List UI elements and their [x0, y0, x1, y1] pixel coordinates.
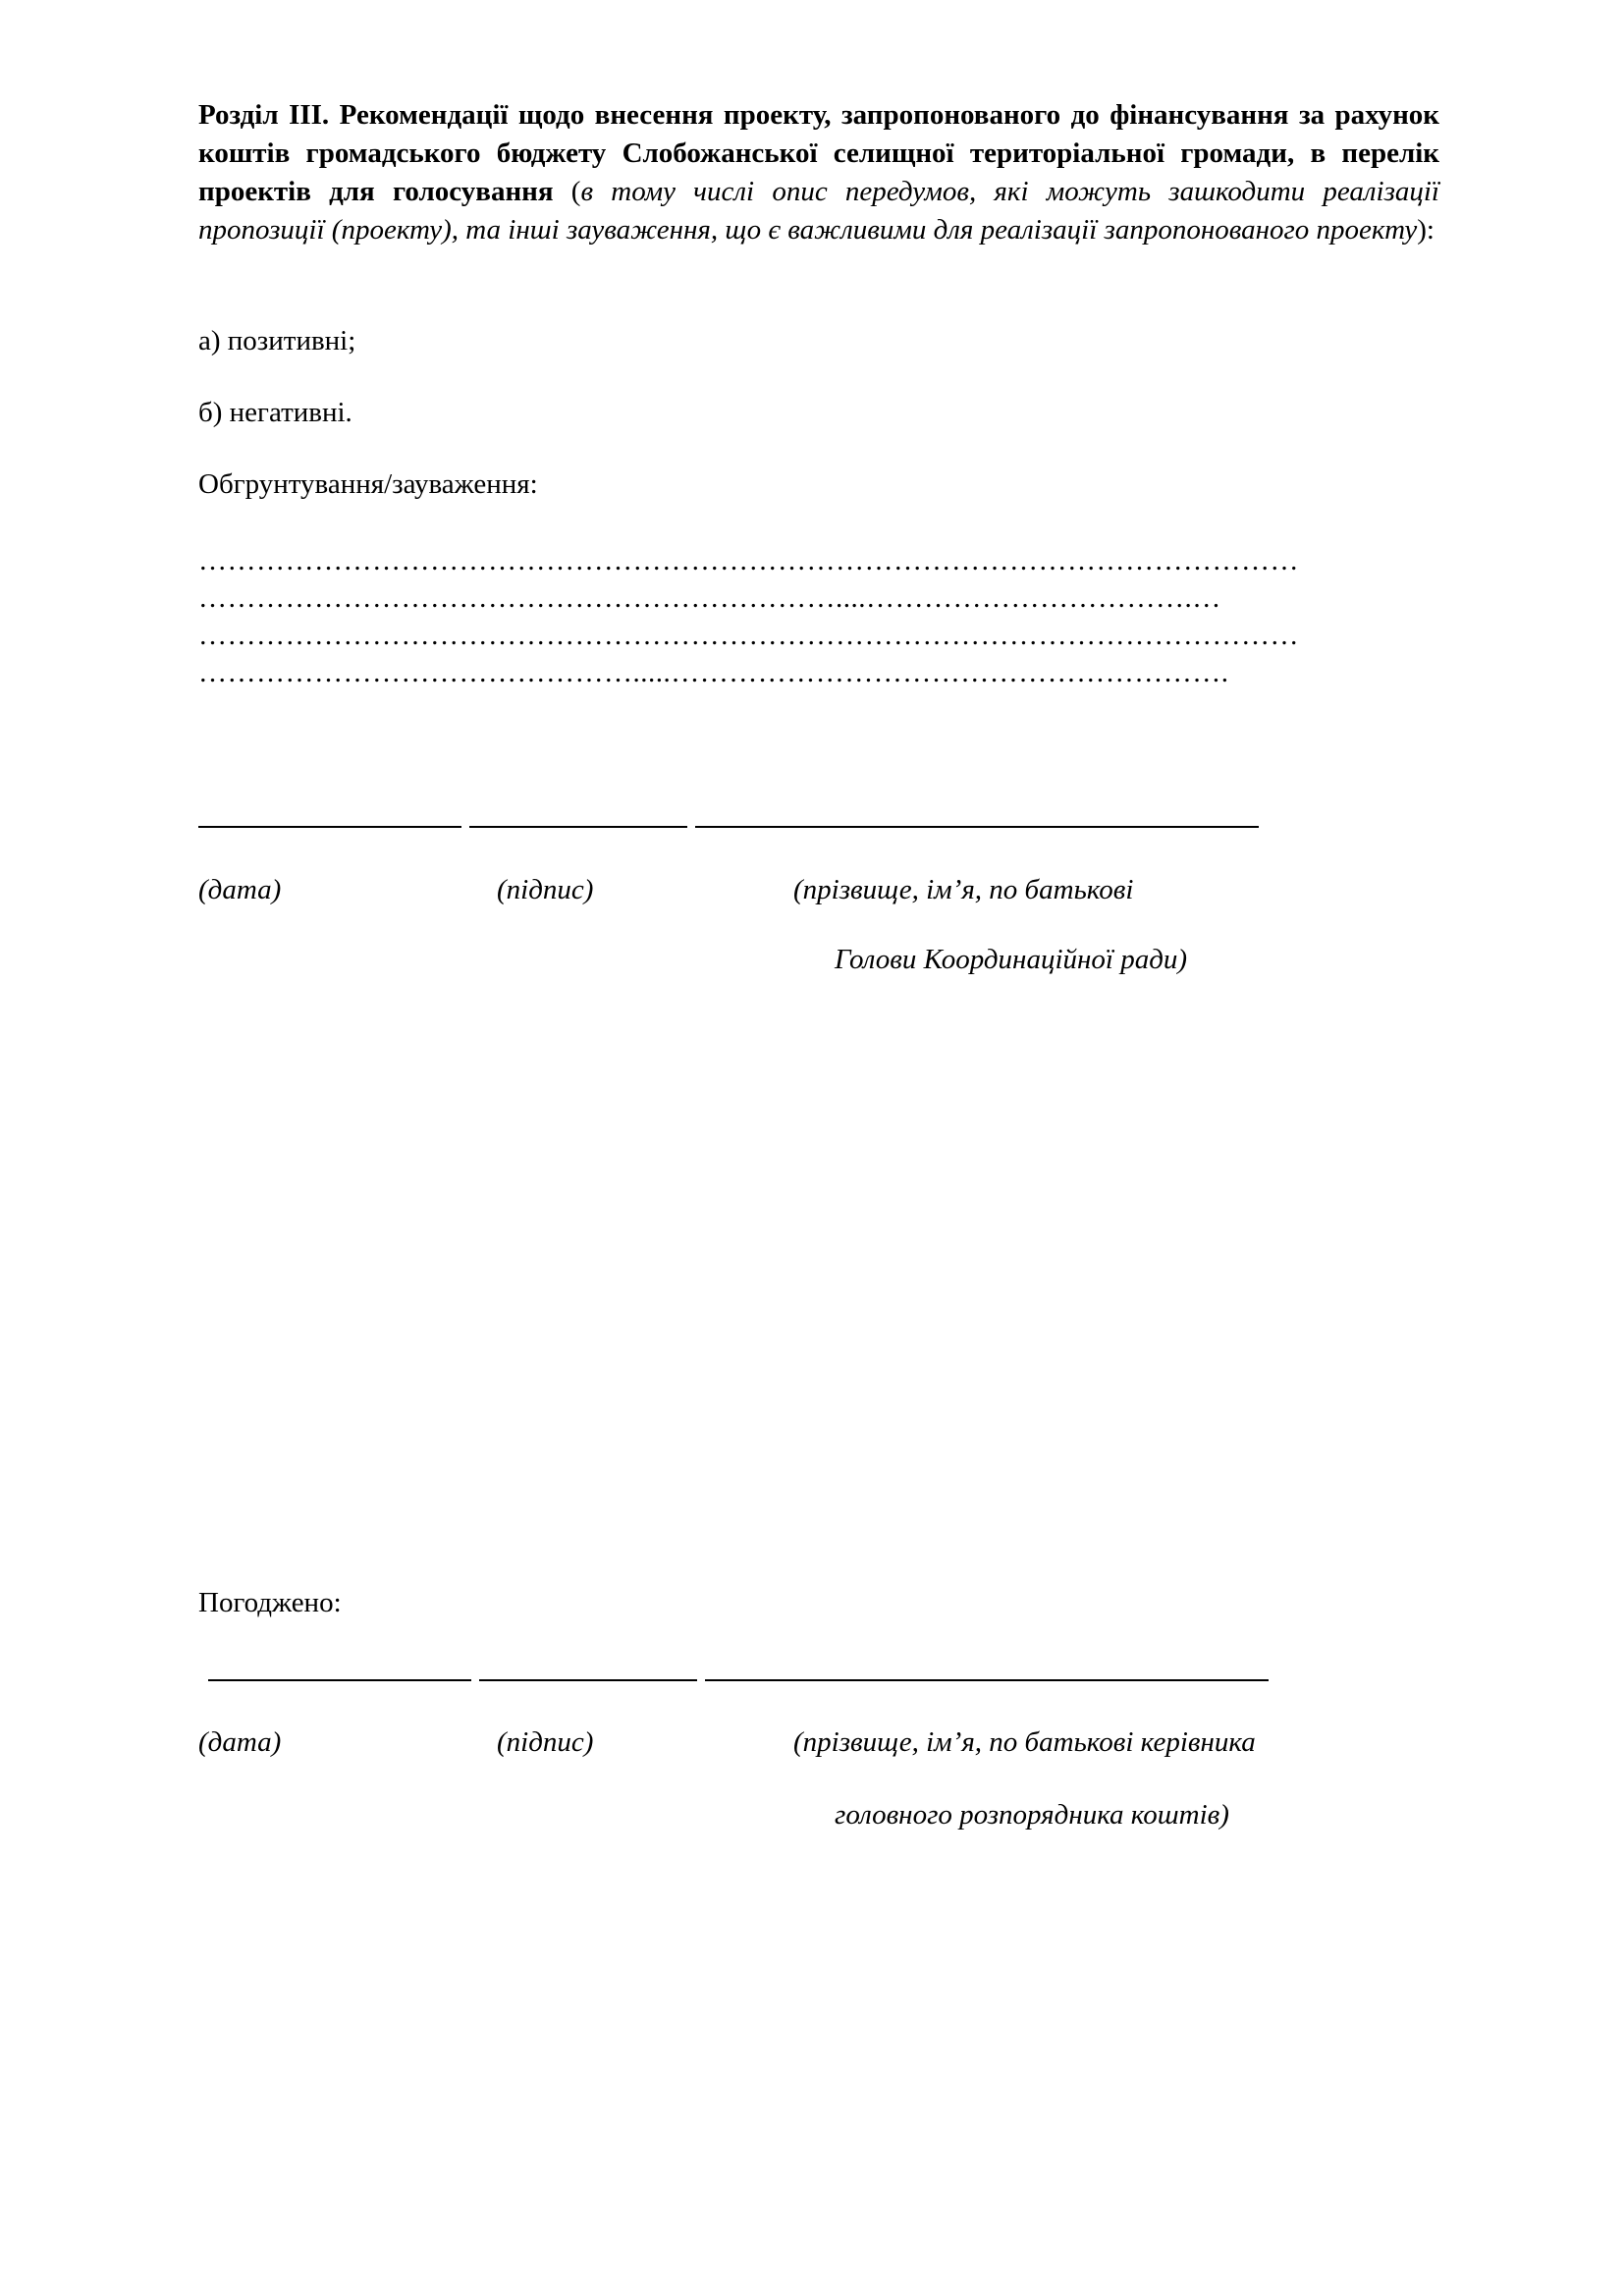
justification-dots-line-4: ……………………………………….....…………………………………………………. — [198, 657, 1229, 688]
approval-name-caption-line-2: головного розпорядника коштів) — [835, 1799, 1229, 1831]
justification-dots-line-3: …………………………………………………………………………………………………… — [198, 620, 1299, 651]
signature-line — [469, 826, 687, 828]
approval-date-line — [208, 1679, 471, 1681]
section-3-heading-italic: в тому числі опис передумов, які можуть зашкодити реалізації пропозиції (проекту), та інші зауваження, що є важливими для реалізації запропонованого проекту — [198, 176, 1439, 246]
name-signature-line — [695, 826, 1259, 828]
signature-caption: (підпис) — [497, 874, 594, 905]
approved-label: Погоджено: — [198, 1587, 342, 1618]
option-positive: а) позитивні; — [198, 325, 356, 356]
justification-label: Обгрунтування/зауваження: — [198, 468, 538, 500]
approval-signature-caption: (підпис) — [497, 1726, 594, 1758]
date-caption: (дата) — [198, 874, 282, 905]
date-signature-line — [198, 826, 461, 828]
name-caption-line-2: Голови Координаційної ради) — [835, 944, 1188, 975]
section-3-heading-bold: Розділ ІІІ. Рекомендації щодо внесення проекту, запропонованого до фінансування за рахунок коштів громадського бюджету Слобожанської селищної територіальної громади, в перелік проектів для голосування — [198, 99, 1439, 207]
approval-name-caption-line-1: (прізвище, ім’я, по батькові керівника — [793, 1726, 1256, 1758]
section-3-heading-close: ): — [1417, 214, 1435, 246]
name-caption-line-1: (прізвище, ім’я, по батькові — [793, 874, 1134, 905]
justification-dots-line-1: …………………………………………………………………………………………………… — [198, 545, 1299, 576]
section-3-heading — [198, 96, 1439, 249]
justification-dots-line-2: …………………………………………………………....…………………………….… — [198, 582, 1221, 614]
approval-name-line — [705, 1679, 1269, 1681]
approval-date-caption: (дата) — [198, 1726, 282, 1758]
section-3-heading-open: ( — [553, 176, 581, 207]
option-negative: б) негативні. — [198, 397, 352, 428]
approval-signature-line — [479, 1679, 697, 1681]
